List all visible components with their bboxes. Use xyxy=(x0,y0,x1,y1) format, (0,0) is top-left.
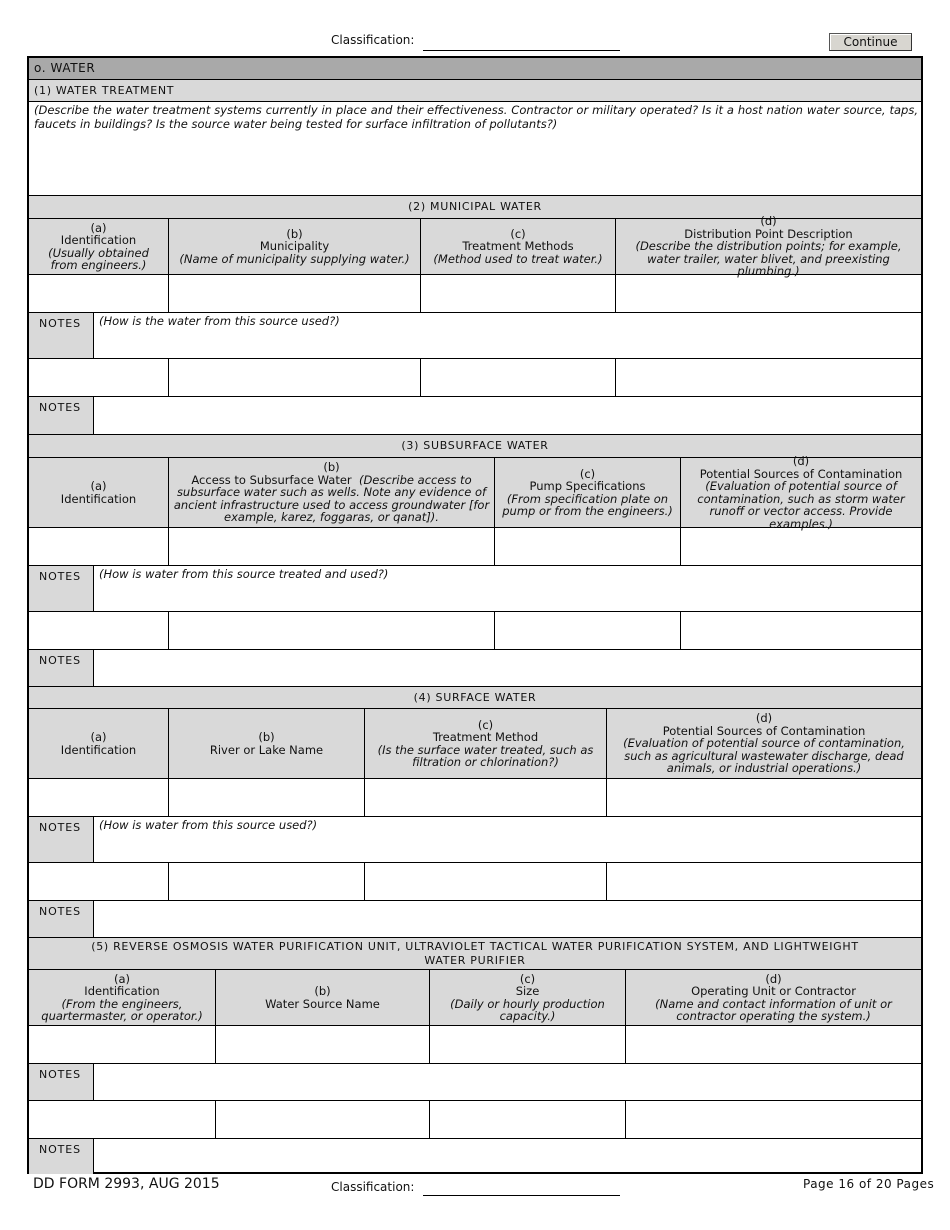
ro-data-row xyxy=(29,1101,921,1139)
surface-data-row xyxy=(29,779,921,817)
water-source-name-field[interactable] xyxy=(216,1026,430,1063)
ro-notes-row xyxy=(29,1139,921,1174)
operating-unit-field[interactable] xyxy=(626,1026,921,1063)
surface-col-b: (b) River or Lake Name xyxy=(169,709,365,778)
subsurface-col-c: (c) Pump Specifications (From specification plate on pump or from the engineers.) xyxy=(495,458,681,527)
subsurface-header-row xyxy=(29,454,921,531)
subsurface-notes-row xyxy=(29,566,921,612)
water-treatment-description-field[interactable]: (Describe the water treatment systems currently in place and their effectiveness. Contractor or military operated? Is it a host nation water source, taps, faucets in buildings? Is the source water being tested for surface infiltration of pollutants?) xyxy=(29,102,921,196)
surface-col-a: (a) Identification xyxy=(29,709,169,778)
municipal-notes-row xyxy=(29,313,921,359)
notes-label: NOTES xyxy=(29,817,94,862)
size-field[interactable] xyxy=(430,1101,626,1138)
subsurface-notes-field[interactable] xyxy=(94,650,921,686)
municipality-field[interactable] xyxy=(169,359,421,396)
municipal-col-d: (d) Distribution Point Description (Describe the distribution points; for example, water trailer, water blivet, and preexisting plumbing.) xyxy=(635,214,902,279)
surface-identification-field[interactable] xyxy=(29,779,169,816)
subsurface-access-field[interactable] xyxy=(169,528,495,565)
river-lake-name-field[interactable] xyxy=(169,863,365,900)
size-field[interactable] xyxy=(430,1026,626,1063)
water-treatment-title: (1) WATER TREATMENT xyxy=(29,80,921,102)
ro-notes-field[interactable] xyxy=(94,1139,921,1174)
municipal-data-row xyxy=(29,275,921,313)
surface-water-title: (4) SURFACE WATER xyxy=(29,687,921,709)
notes-label: NOTES xyxy=(29,397,94,434)
surface-data-row xyxy=(29,863,921,901)
municipal-notes-field[interactable] xyxy=(94,397,921,434)
river-lake-name-field[interactable] xyxy=(169,779,365,816)
municipality-field[interactable] xyxy=(169,275,421,312)
municipal-water-title: (2) MUNICIPAL WATER xyxy=(29,196,921,219)
surface-header-row xyxy=(29,709,921,779)
subsurface-identification-field[interactable] xyxy=(29,612,169,649)
reverse-osmosis-title: (5) REVERSE OSMOSIS WATER PURIFICATION UNIT, ULTRAVIOLET TACTICAL WATER PURIFICATION SYSTEM, AND LIGHTWEIGHT WATER PURIFIER xyxy=(29,938,921,970)
subsurface-identification-field[interactable] xyxy=(29,528,169,565)
form-identifier: DD FORM 2993, AUG 2015 xyxy=(33,1176,220,1192)
subsurface-data-row xyxy=(29,612,921,650)
ro-identification-field[interactable] xyxy=(29,1101,216,1138)
surface-contamination-field[interactable] xyxy=(607,779,921,816)
surface-notes-field[interactable] xyxy=(94,901,921,937)
surface-notes-row xyxy=(29,817,921,863)
municipal-identification-field[interactable] xyxy=(29,359,169,396)
ro-col-a: (a) Identification (From the engineers, quartermaster, or operator.) xyxy=(29,970,216,1025)
subsurface-col-d: (d) Potential Sources of Contamination (Evaluation of potential source of contamination, such as storm water runoff or vector access. Provide examples.) xyxy=(697,454,905,531)
municipal-col-c: (c) Treatment Methods (Method used to treat water.) xyxy=(421,219,616,274)
notes-label: NOTES xyxy=(29,1139,94,1174)
pump-specifications-field[interactable] xyxy=(495,612,681,649)
surface-treatment-field[interactable] xyxy=(365,863,607,900)
subsurface-notes-row xyxy=(29,650,921,687)
ro-notes-field[interactable] xyxy=(94,1064,921,1100)
distribution-point-field[interactable] xyxy=(616,359,921,396)
subsurface-col-a: (a) Identification xyxy=(29,458,169,527)
notes-label: NOTES xyxy=(29,1064,94,1100)
water-source-name-field[interactable] xyxy=(216,1101,430,1138)
subsurface-contamination-field[interactable] xyxy=(681,528,921,565)
continue-button[interactable]: Continue xyxy=(829,33,912,51)
surface-col-c: (c) Treatment Method (Is the surface water treated, such as filtration or chlorination?) xyxy=(365,709,607,778)
subsurface-notes-field[interactable]: (How is water from this source treated and used?) xyxy=(99,567,389,581)
footer-classification-label: Classification: xyxy=(331,1180,415,1194)
treatment-methods-field[interactable] xyxy=(421,275,616,312)
notes-label: NOTES xyxy=(29,901,94,937)
notes-label: NOTES xyxy=(29,650,94,686)
pump-specifications-field[interactable] xyxy=(495,528,681,565)
municipal-col-a: (a) Identification (Usually obtained from engineers.) xyxy=(29,219,169,274)
water-form xyxy=(27,56,923,1174)
municipal-notes-row xyxy=(29,397,921,435)
subsurface-data-row xyxy=(29,528,921,566)
treatment-methods-field[interactable] xyxy=(421,359,616,396)
distribution-point-field[interactable] xyxy=(616,275,921,312)
classification-label: Classification: xyxy=(331,33,415,47)
municipal-notes-field[interactable]: (How is the water from this source used?) xyxy=(99,314,340,328)
notes-label: NOTES xyxy=(29,566,94,611)
notes-label: NOTES xyxy=(29,313,94,358)
subsurface-contamination-field[interactable] xyxy=(681,612,921,649)
surface-treatment-field[interactable] xyxy=(365,779,607,816)
ro-identification-field[interactable] xyxy=(29,1026,216,1063)
ro-col-d: (d) Operating Unit or Contractor (Name and contact information of unit or contractor operating the system.) xyxy=(655,971,892,1023)
surface-identification-field[interactable] xyxy=(29,863,169,900)
subsurface-col-b: (b) Access to Subsurface Water (Describe access to subsurface water such as wells. Note any evidence of ancient infrastructure used to access groundwater [for example, karez, foggaras, or qanat]). xyxy=(169,458,495,527)
subsurface-water-title: (3) SUBSURFACE WATER xyxy=(29,435,921,458)
municipal-header-row xyxy=(29,214,921,279)
surface-contamination-field[interactable] xyxy=(607,863,921,900)
surface-col-d: (d) Potential Sources of Contamination (Evaluation of potential source of contamination, such as agricultural wastewater discharge, dead animals, or industrial operations.) xyxy=(623,711,905,776)
operating-unit-field[interactable] xyxy=(626,1101,921,1138)
municipal-identification-field[interactable] xyxy=(29,275,169,312)
surface-notes-row xyxy=(29,901,921,938)
page-number: Page 16 of 20 Pages xyxy=(803,1177,935,1191)
ro-data-row xyxy=(29,1026,921,1064)
footer-classification-field[interactable] xyxy=(423,1195,620,1196)
subsurface-access-field[interactable] xyxy=(169,612,495,649)
ro-col-b: (b) Water Source Name xyxy=(216,970,430,1025)
classification-field[interactable] xyxy=(423,50,620,51)
ro-notes-row xyxy=(29,1064,921,1101)
municipal-data-row xyxy=(29,359,921,397)
ro-col-c: (c) Size (Daily or hourly production capacity.) xyxy=(430,970,626,1025)
section-title: o. WATER xyxy=(29,58,921,80)
surface-notes-field[interactable]: (How is water from this source used?) xyxy=(99,818,318,832)
municipal-col-b: (b) Municipality (Name of municipality supplying water.) xyxy=(169,219,421,274)
ro-header-row xyxy=(29,970,921,1026)
